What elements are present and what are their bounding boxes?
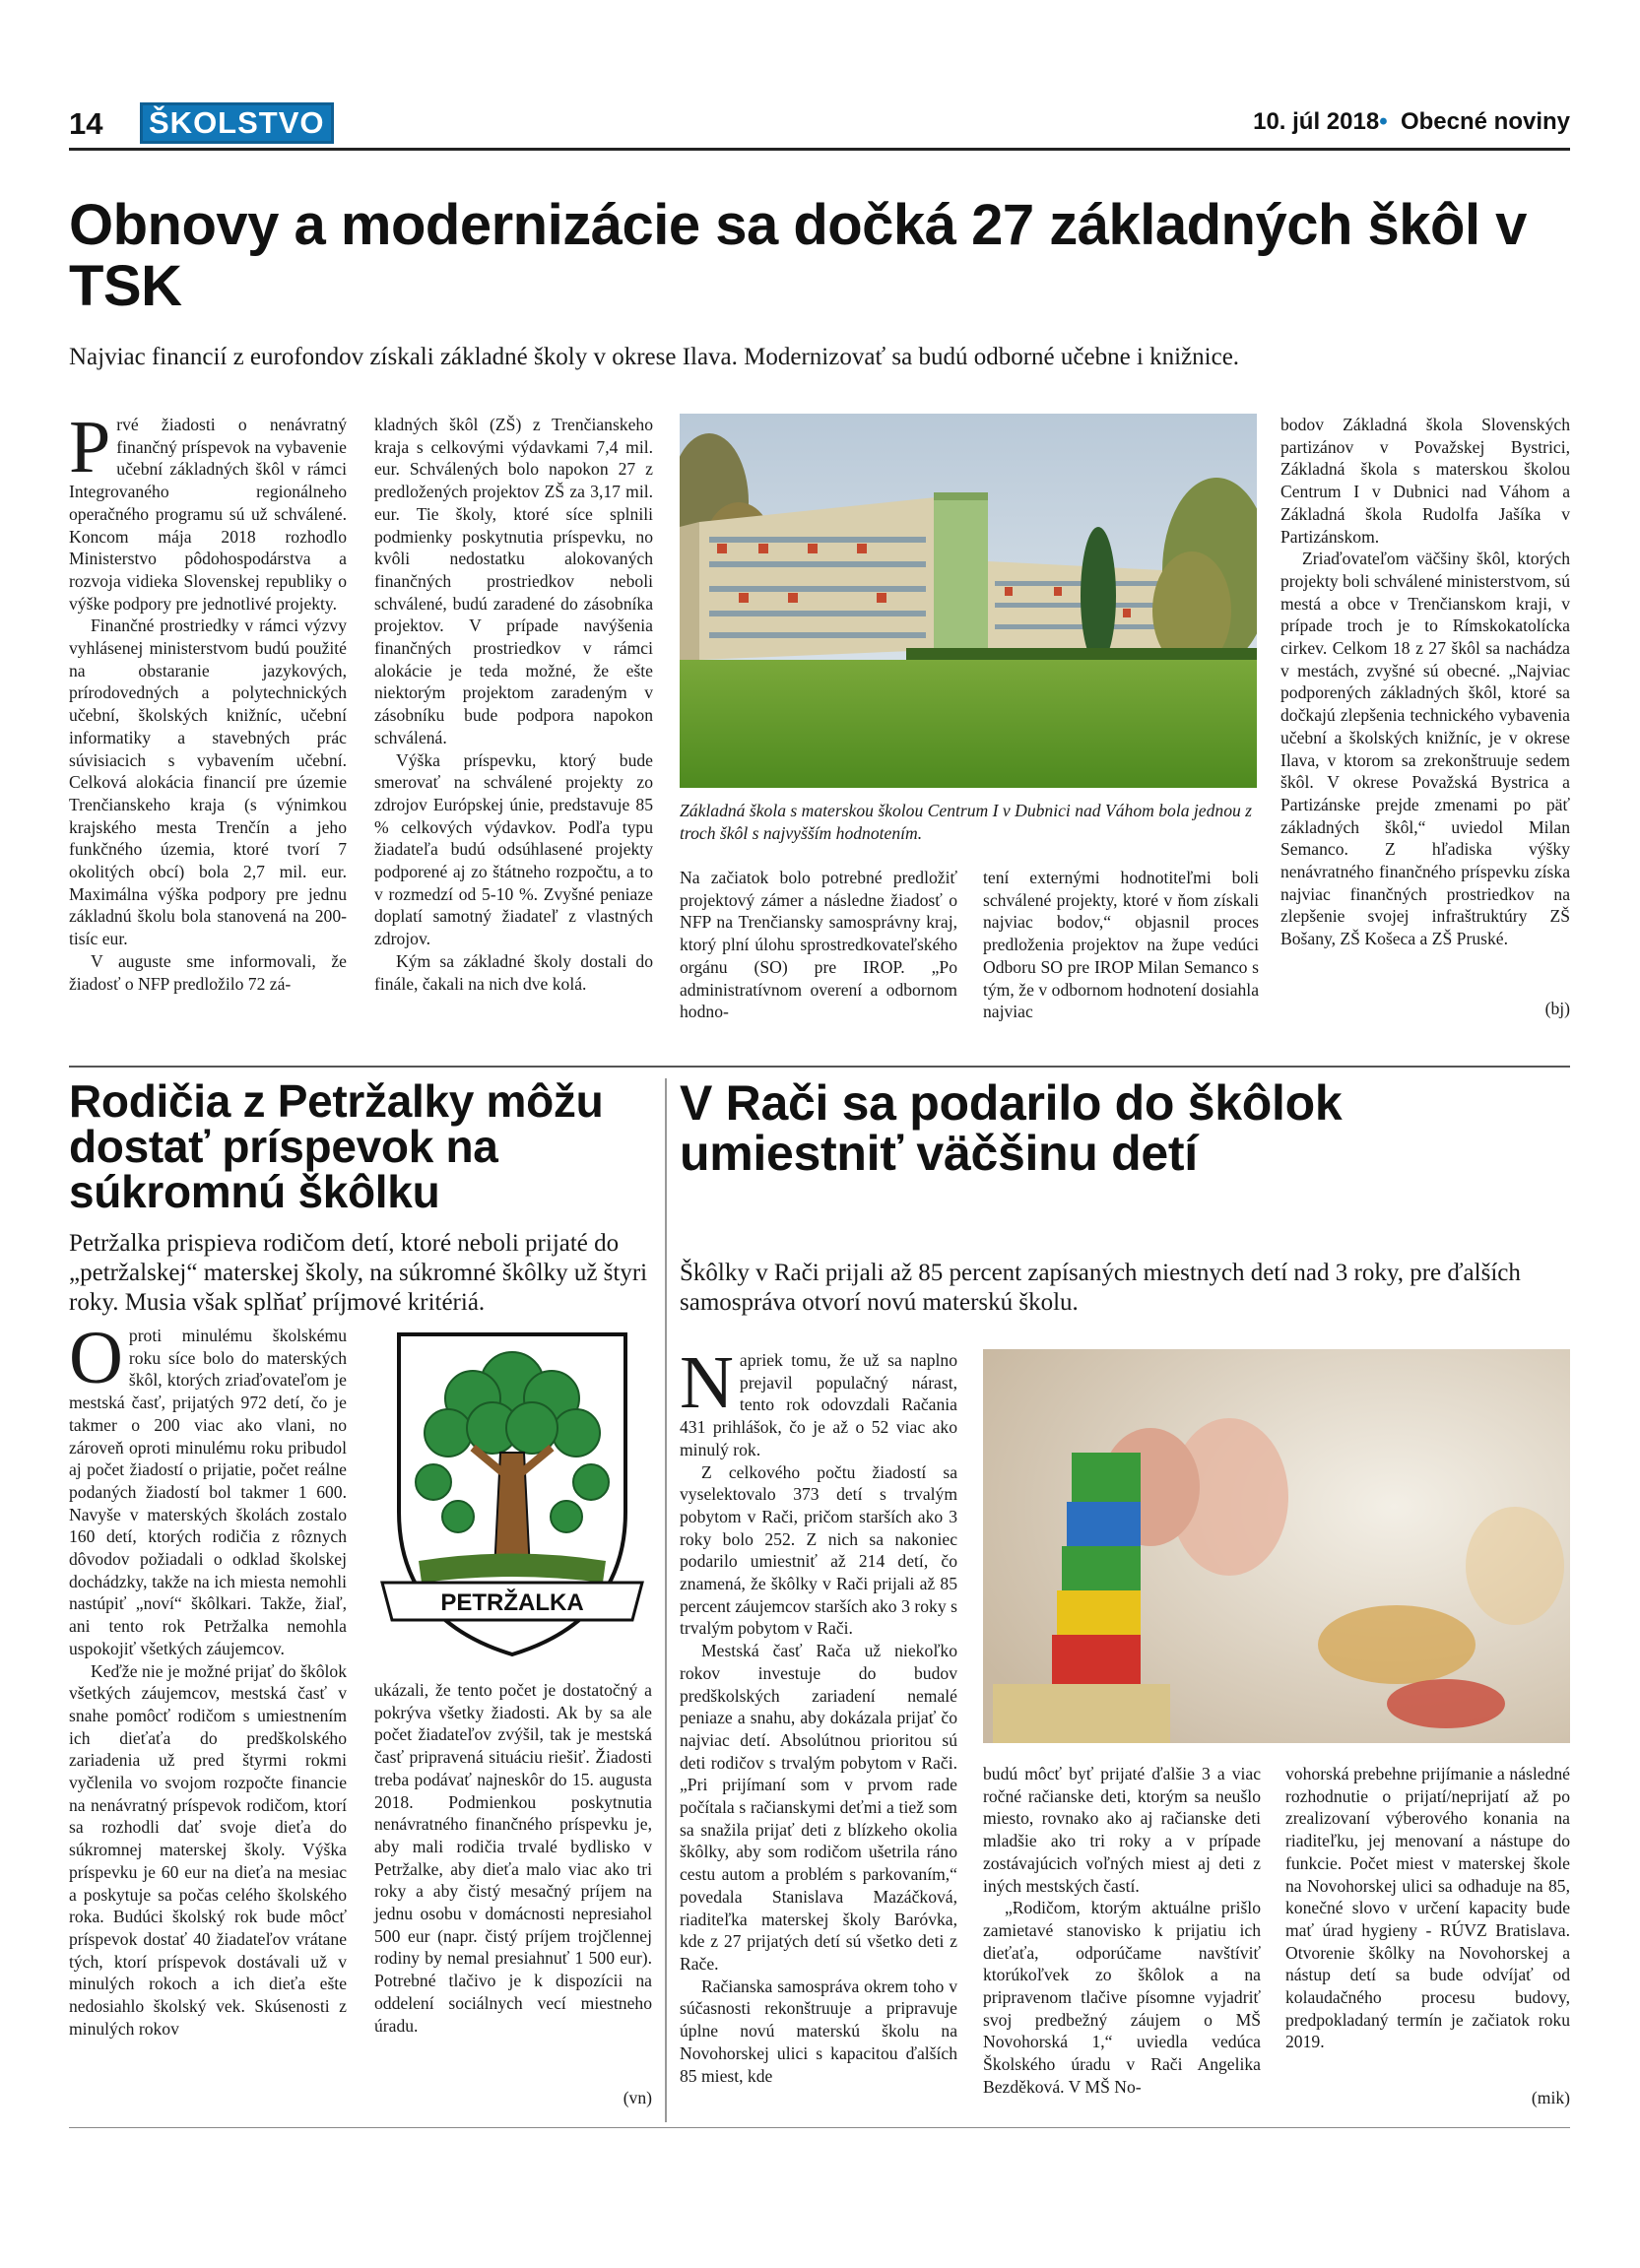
toy-blocks-photo — [983, 1349, 1570, 1743]
header-rule — [69, 148, 1570, 151]
school-building-image — [680, 414, 1257, 788]
article3-col1-text: apriek tomu, že už sa naplno prejavil populačný nárast, tento rok odovzdali Račania 431 prihlášok, čo je až o 52 viac ako minulý rok. — [680, 1350, 957, 1459]
article1-dropcap: P — [69, 406, 111, 488]
article2-col1-text: proti minulému školskému roku síce bolo do materských škôl, ktorých zriaďovateľom je mestská časť, prijatých 972 detí, čo je takmer o 200 viac ako vlani, no zároveň oproti minulému roku pribudol aj počet žiadostí o prijatie, počet reálne podaných žiadostí bol takmer 1 600. Navyše v materských školách zostalo 160 detí, ktorých rodičia z rôznych dôvodov požiadali o odklad školskej dochádzky, takže na ich miesta nemohli nastúpiť „noví“ škôlkari. Takže, žiaľ, ani tento rok Petržalka nemohla uspokojiť všetkých záujemcov. — [69, 1326, 347, 1658]
article3-col1-paragraph: Mestská časť Rača už niekoľko rokov investuje do budov predškolských zariadení nemalé peniaze a snahu, aby dokázala prijať čo najviac detí. Absolútnou prioritou sú deti rodičov s trvalým pobytom v Rači. „Pri prijímaní som v prvom rade počítala s račianskymi deťmi a tiež som sa snažila prijať deti z blízkeho okolia škôlky, aby som rodičom ušetrila ráno cestu autom a problém s parkovaním,“ povedala Stanislava Mazáčková, riaditeľka materskej školy Baróvka, kde z 27 prijatých detí sú všetko deti z Rače. — [680, 1641, 957, 1974]
article1-column-5 — [1280, 414, 1570, 950]
article1-lead: Najviac financií z eurofondov získali základné školy v okrese Ilava. Modernizovať sa budú odborné učebne i knižnice. — [69, 344, 1240, 370]
publication-name: Obecné noviny — [1400, 108, 1570, 135]
coat-of-arms-image — [374, 1325, 650, 1664]
article1-column-3 — [680, 867, 957, 1023]
article3-title: V Rači sa podarilo do škôlok umiestniť väčšinu detí — [680, 1075, 1343, 1181]
article3-col3-paragraph: vohorská prebehne prijímanie a následné rozhodnutie o prijatí/neprijatí až po zrealizovaní výberového konania na riaditeľku, jej menovaní a nástupe do funkcie. Počet miest v materskej škole na Novohorskej ulici sa odhaduje na 85, konečné slovo v určení kapacity bude mať úrad hygieny - RÚVZ Bratislava. Otvorenie škôlky na Novohorskej a nástup detí sa bude odvíjať od kolaudačného procesu budovy, predpokladaný termín je začiatok roku 2019. — [1285, 1764, 1570, 2052]
article1-col4-paragraph: tení externými hodnotiteľmi boli schválené projekty, ktoré v ňom získali najviac bodov,“ objasnil proces predloženia projektov na župe vedúci Odboru SO pre IROP Milan Semanco s tým, že v odbornom hodnotení dosiahla najviac — [983, 868, 1259, 1022]
petrzalka-coat-of-arms — [374, 1325, 650, 1664]
article3-lead: Škôlky v Rači prijali až 85 percent zapísaných miestnych detí nad 3 roky, pre ďalších samospráva otvorí novú materskú školu. — [680, 1260, 1521, 1316]
article1-col1-paragraph: Finančné prostriedky v rámci výzvy vyhlásenej ministerstvom budú použité na obstaranie jazykových, prírodovedných a polytechnických učební, školských knižníc, učební informatiky a stavebných prác súvisiacich s vybavením učební. Celková alokácia financií pre územie Trenčianskeho kraja (s výnimkou krajského mesta Trenčín a jeho funkčného územia, ktoré tvorí 7 okolitých obcí) bola 2,7 mil. eur. Maximálna výška podpory pre jednu základnú školu bola stanovená na 200-tisíc eur. — [69, 616, 347, 949]
article1-column-4 — [983, 867, 1259, 1023]
article1-col2-paragraph: Kým sa základné školy dostali do finále, čakali na nich dve kolá. — [374, 950, 653, 994]
crest-banner-text: PETRŽALKA — [440, 1589, 584, 1616]
article2-signature: (vn) — [623, 2088, 652, 2107]
article2-col1-paragraph: Keďže nie je možné prijať do škôlok všetkých záujemcov, mestská časť v snahe pomôcť rodičom s umiestnením ich dieťaťa do predškolského zariadenia už pred štyrmi rokmi vyčlenila vo svojom rozpočte financie na nenávratný príspevok rodičom, ktorí sa rozhodli dať svoje dieťa do súkromnej materskej školy. Výška príspevku je 60 eur na dieťa na mesiac a poskytuje sa počas celého školského roka. Budúci školský rok bude môcť príspevok dostať 40 žiadateľov vrátane tých, ktorí príspevok dostávali už v minulých rokoch a ich dieťa ešte nedosiahlo školský vek. Skúsenosti z minulých rokov — [69, 1660, 347, 2039]
article2-column-1 — [69, 1317, 347, 2041]
page-number: 14 — [69, 106, 103, 141]
article1-column-1 — [69, 406, 347, 995]
article2-col2-paragraph: ukázali, že tento počet je dostatočný a pokrýva všetky žiadosti. Ak by sa ale počet žiadateľov zvýšil, tak je mestská časť pripravená situáciu riešiť. Žiadosti treba podávať najneskôr do 15. augusta 2018. Podmienkou poskytnutia nenávratného finančného príspevku je, aby mali rodičia trvalé bydlisko v Petržalke, aby dieťa malo viac ako tri roky a aby čistý mesačný príjem na jednu osobu v domácnosti nepresiahol 500 eur (napr. čistý príjem trojčlennej rodiny by nemal presiahnuť 1 500 eur). Potrebné tlačivo je k dispozícii na oddelení sociálnych vecí miestneho úradu. — [374, 1680, 652, 2036]
issue-info — [1253, 108, 1570, 136]
issue-date: 10. júl 2018 — [1253, 108, 1380, 135]
article3-signature: (mik) — [1531, 2088, 1570, 2107]
article1-signature: (bj) — [1544, 999, 1570, 1018]
article3-column-1 — [680, 1341, 957, 2087]
child-building-blocks-image — [983, 1349, 1570, 1743]
article3-column-2 — [983, 1763, 1261, 2099]
article1-col5-paragraph: Zriaďovateľom väčšiny škôl, ktorých projekty boli schválené ministerstvom, sú mestá a obce v Trenčianskom kraji, v prípade troch je to Rímskokatolícka cirkev. Celkom 18 z 27 škôl sa nachádza v mestách, zvyšné sú obecné. „Najviac podporených základných škôl, ktoré sa dočkajú zlepšenia technického vybavenia učební a školských knižníc, je v okrese Ilava, v ktorom sa zrekonštruuje sedem škôl. V okrese Považská Bystrica a Partizánske prejde zmenami po päť základných škôl,“ uviedol Milan Semanco. Z hľadiska výšky nenávratného finančného príspevku získa najviac finančných prostriedkov na zlepšenie svojej infraštruktúry ZŠ Bošany, ZŠ Košeca a ZŠ Pruské. — [1280, 549, 1570, 949]
section-label: ŠKOLSTVO — [140, 102, 334, 144]
article3-col1-paragraph: Z celkového počtu žiadostí sa vyselektovalo 373 detí s trvalým pobytom v Rači, pričom starších ako 3 roky bolo 252. Z nich sa nakoniec podarilo umiestniť až 214 detí, čo znamená, že škôlky v Rači prijali až 85 percent záujemcov starších ako 3 roky s trvalým pobytom v Rači. — [680, 1461, 957, 1639]
article1-col1-paragraph: V auguste sme informovali, že žiadosť o NFP predložilo 72 zá- — [69, 950, 347, 994]
article3-col2-paragraph: „Rodičom, ktorým aktuálne prišlo zamietavé stanovisko k prijatiu ich dieťaťa, odporúčame navštíviť ktorúkoľvek zo škôlok a na pripravenom tlačive písomne vyjadriť svoj predbežný záujem o MŠ Novohorská 1,“ uviedla vedúca Školského úradu v Rači Angelika Bezděková. V MŠ No- — [983, 1898, 1261, 2097]
section-divider — [69, 1066, 1570, 1068]
header-separator: • — [1379, 108, 1388, 135]
article1-col5-paragraph: bodov Základná škola Slovenských partizánov v Považskej Bystrici, Základná škola s materskou školou Centrum I v Dubnici nad Váhom a Základná škola Rudolfa Jašíka v Partizánskom. — [1280, 415, 1570, 547]
school-photo — [680, 414, 1257, 788]
article1-title: Obnovy a modernizácie sa dočká 27 základných škôl v TSK — [69, 193, 1527, 318]
article3-dropcap: N — [680, 1341, 734, 1424]
article2-column-2 — [374, 1679, 652, 2037]
article1-col2-paragraph: Výška príspevku, ktorý bude smerovať na schválené projekty zo zdrojov Európskej únie, predstavuje 85 % celkových výdavkov. Podľa typu žiadateľa budú odsúhlasené projekty podporené aj zo štátneho rozpočtu, a to v rozmedzí od 5-10 %. Zvyšné peniaze doplatí samotný žiadateľ z vlastných zdrojov. — [374, 749, 653, 949]
article1-col1-text: rvé žiadosti o nenávratný finančný príspevok na vybavenie učební základných škôl v rámci Integrovaného regionálneho operačného programu sú už schválené. Koncom mája 2018 rozhodlo Ministerstvo pôdohospodárstva a rozvoja vidieka Slovenskej republiky o výške podpory pre jednotlivé projekty. — [69, 415, 347, 614]
footer-rule — [69, 2127, 1570, 2128]
article1-col3-paragraph: Na začiatok bolo potrebné predložiť projektový zámer a následne žiadosť o NFP na Trenčiansky samosprávny kraj, ktorý plní úlohu sprostredkovateľského orgánu (SO) pre IROP. „Po administratívnom overení a odbornom hodno- — [680, 868, 957, 1022]
school-photo-caption: Základná škola s materskou školou Centrum I v Dubnici nad Váhom bola jednou z troch škôl s najvyšším hodnotením. — [680, 801, 1253, 843]
article2-title: Rodičia z Petržalky môžu dostať príspevok na súkromnú škôlku — [69, 1075, 604, 1217]
column-divider — [665, 1078, 667, 2122]
article1-column-2 — [374, 414, 653, 995]
article3-col1-paragraph: Račianska samospráva okrem toho v súčasnosti rekonštruuje a pripravuje úplne novú materskú školu na Novohorskej ulici s kapacitou ďalších 85 miest, kde — [680, 1976, 957, 2086]
article3-column-3 — [1285, 1763, 1570, 2053]
article2-dropcap: O — [69, 1317, 123, 1399]
article1-col2-paragraph: kladných škôl (ZŠ) z Trenčianskeho kraja s celkovými výdavkami 7,4 mil. eur. Schválených bolo napokon 27 z predložených projektov ZŠ za 3,17 mil. eur. Tie školy, ktoré síce splnili podmienky poskytnutia príspevku, no kvôli nedostatku alokovaných finančných prostriedkov neboli schválené, budú zaradené do zásobníka projektov. V prípade navýšenia finančných prostriedkov v rámci alokácie je teda možné, že ešte niektorým projektom zaradeným v zásobníku bude podpora napokon schválená. — [374, 415, 653, 747]
article2-lead: Petržalka prispieva rodičom detí, ktoré neboli prijaté do „petržalskej“ materskej školy, na súkromné škôlky už štyri roky. Musia však splňať príjmové kritériá. — [69, 1230, 648, 1316]
article3-col2-paragraph: budú môcť byť prijaté ďalšie 3 a viac ročné račianske deti, ktorým sa neušlo miesto, rovnako ako aj račianske deti mladšie ako tri roky a v prípade zostávajúcich voľných miest aj deti z iných mestských častí. — [983, 1764, 1261, 1896]
